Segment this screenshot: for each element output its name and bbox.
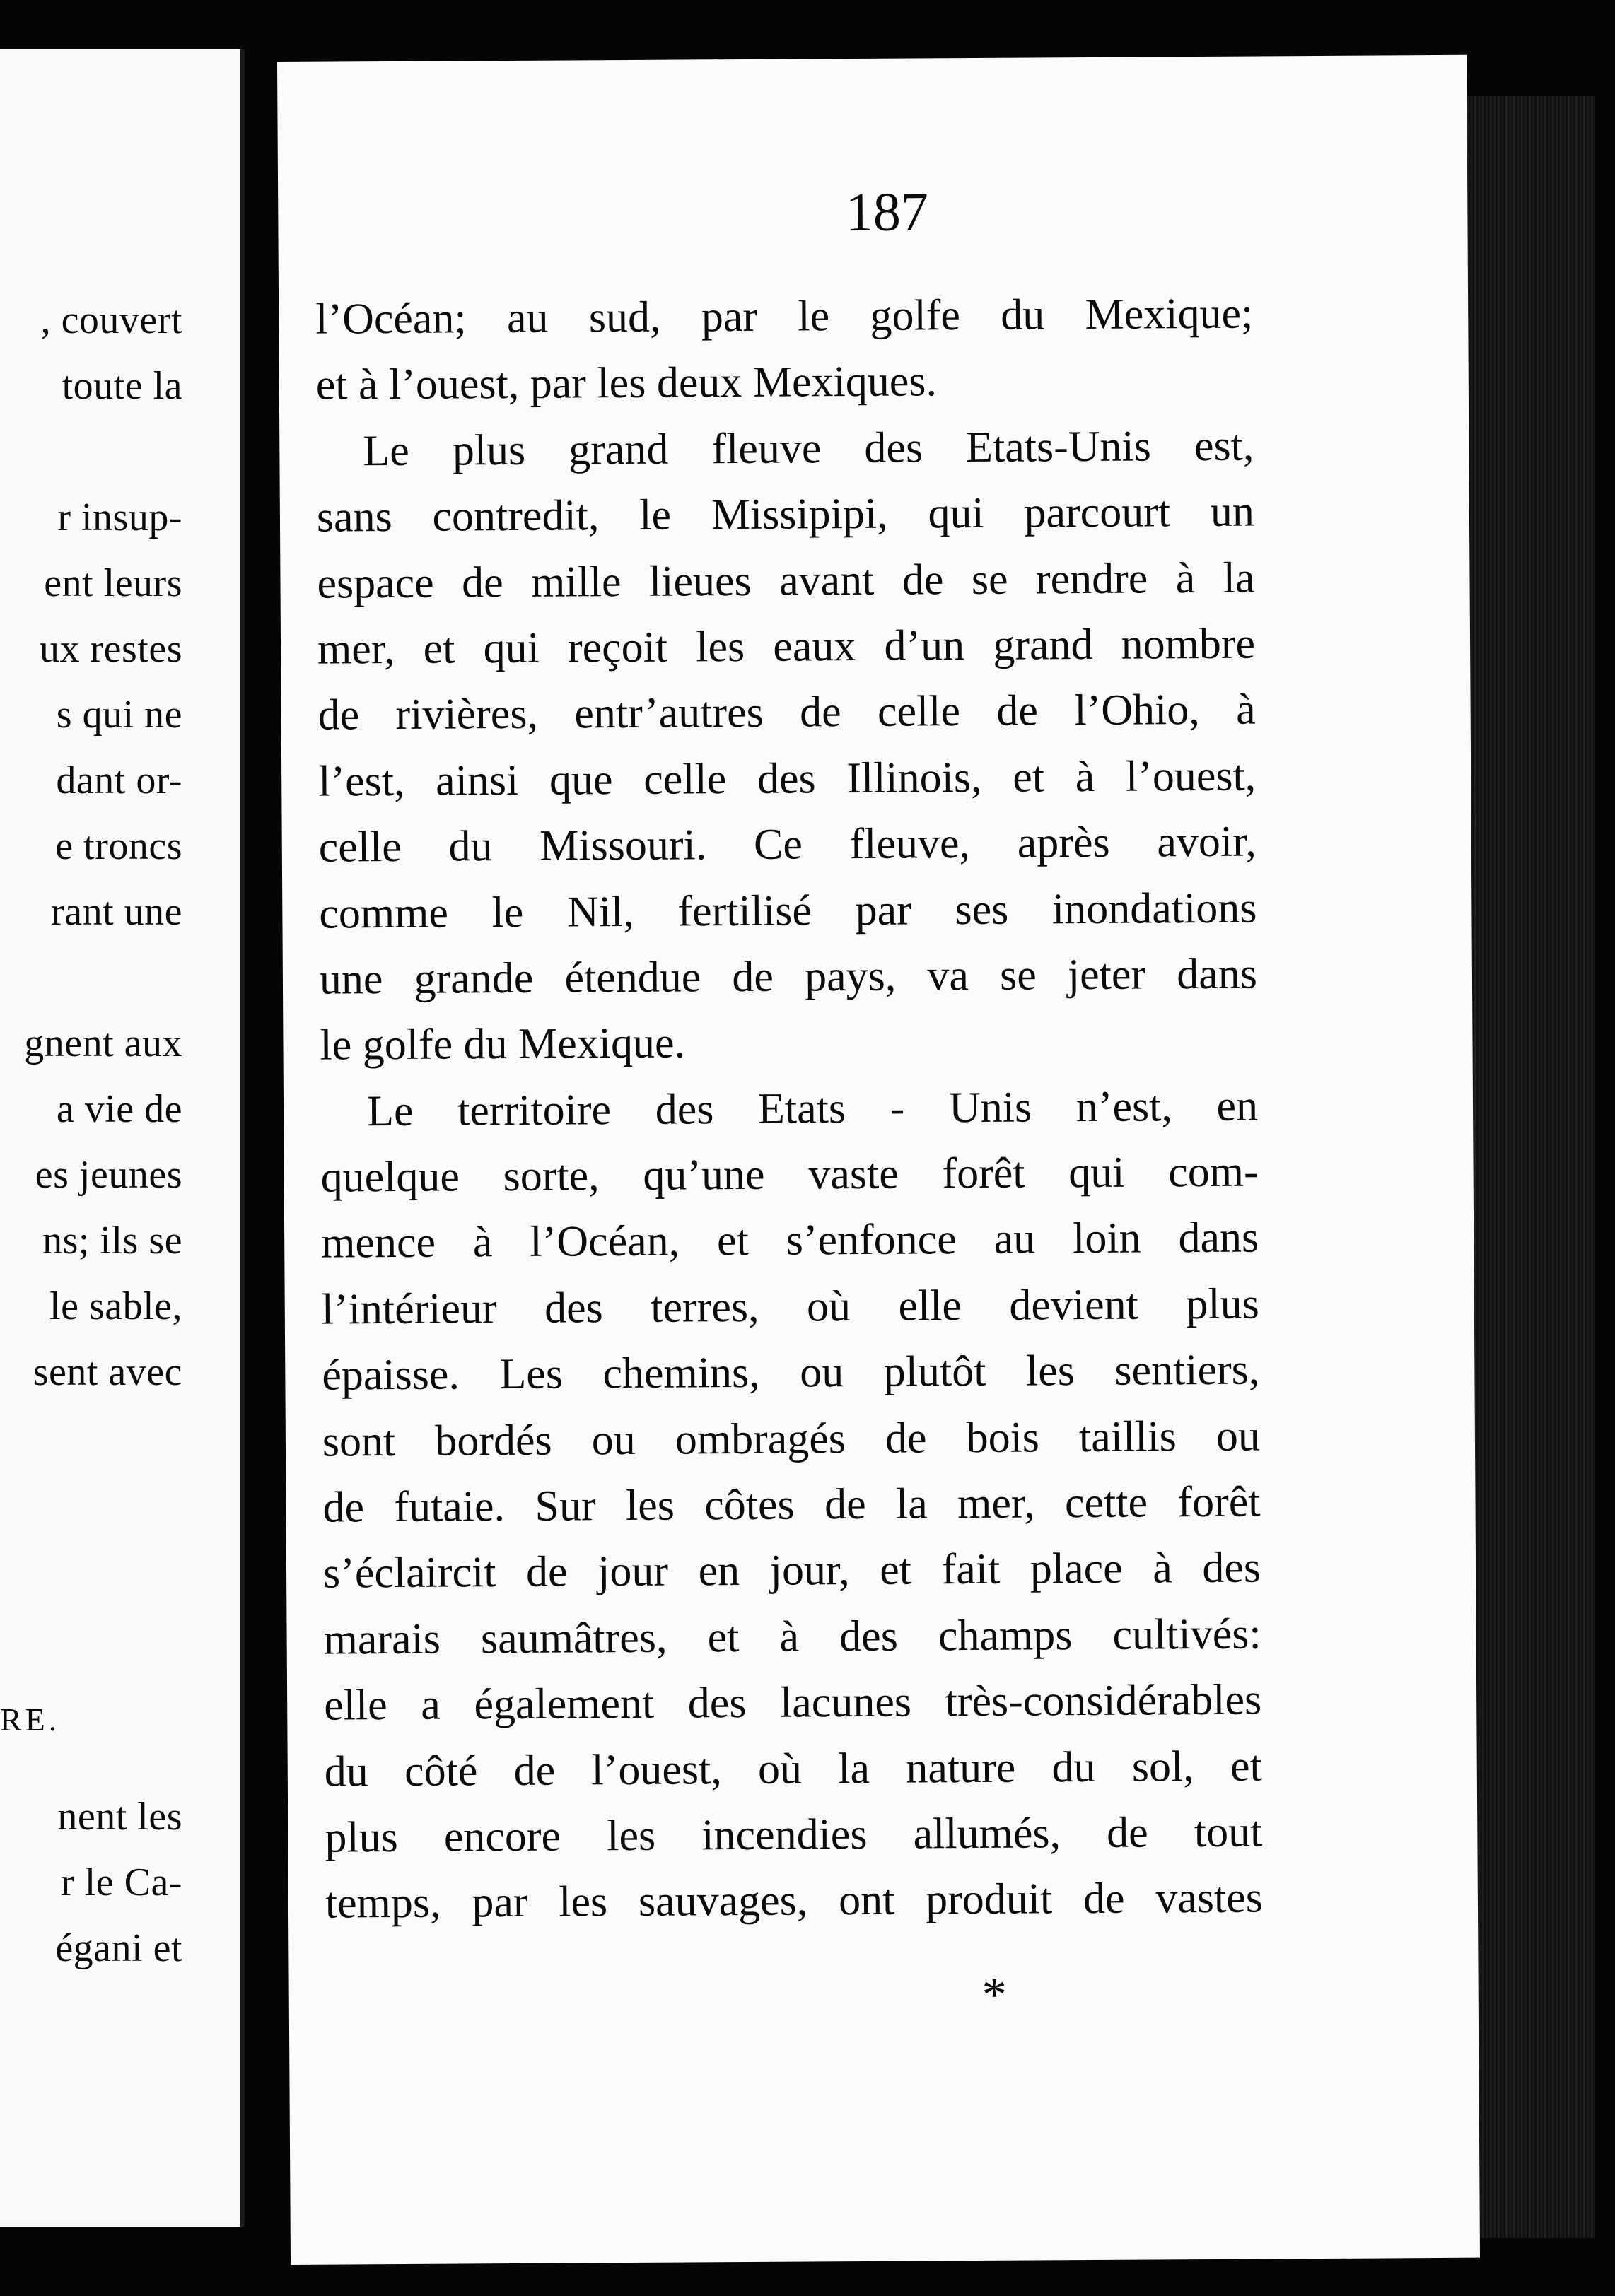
left-line-fragment: égani et: [55, 1926, 182, 1970]
text-line: de rivières, entr’autres de celle de l’Ohio, à: [317, 685, 1256, 740]
left-line-fragment: toute la: [62, 364, 182, 408]
text-line: sans contredit, le Missipipi, qui parcourt un: [316, 487, 1255, 541]
text-line: Le territoire des Etats - Unis n’est, en: [366, 1082, 1259, 1135]
previous-page-fragment: [0, 49, 245, 2227]
left-line-fragment: r insup-: [57, 496, 182, 539]
text-line: quelque sorte, qu’une vaste forêt qui com-: [320, 1147, 1259, 1202]
left-line-fragment: es jeunes: [35, 1153, 182, 1197]
left-line-fragment: e troncs: [55, 824, 182, 868]
text-line: elle a également des lacunes très-considérables: [323, 1675, 1262, 1730]
text-line: le golfe du Mexique.: [320, 1019, 686, 1070]
text-line: plus encore les incendies allumés, de tout: [325, 1808, 1263, 1862]
text-line: l’est, ainsi que celle des Illinois, et à l’ouest,: [318, 751, 1257, 806]
text-line: et à l’ouest, par les deux Mexiques.: [315, 357, 938, 410]
left-line-fragment: nent les: [57, 1795, 182, 1839]
left-line-fragment: sent avec: [33, 1350, 182, 1394]
text-line: l’Océan; au sud, par le golfe du Mexique;: [315, 289, 1254, 344]
text-line: Le plus grand fleuve des Etats-Unis est,: [363, 421, 1254, 476]
left-line-fragment: , couvert: [40, 298, 182, 342]
text-line: mer, et qui reçoit les eaux d’un grand nombre: [317, 619, 1256, 674]
text-line: sont bordés ou ombragés de bois taillis ou: [322, 1412, 1261, 1466]
left-line-fragment: r le Ca-: [61, 1861, 182, 1904]
left-line-fragment: dant or-: [56, 758, 182, 802]
text-line: de futaie. Sur les côtes de la mer, cette forêt: [322, 1477, 1261, 1532]
text-line: l’intérieur des terres, où elle devient plus: [321, 1279, 1259, 1334]
left-line-fragment: ent leurs: [44, 561, 182, 605]
left-line-fragment: a vie de: [56, 1087, 182, 1131]
text-line: épaisse. Les chemins, ou plutôt les sentiers,: [322, 1345, 1260, 1400]
current-page: [277, 55, 1480, 2265]
text-line: celle du Missouri. Ce fleuve, après avoir,: [318, 817, 1257, 872]
text-line: espace de mille lieues avant de se rendre à la: [317, 554, 1255, 608]
left-line-fragment: s qui ne: [56, 693, 182, 737]
page-number: 187: [845, 180, 929, 243]
left-line-fragment: ns; ils se: [42, 1219, 182, 1263]
left-section-heading-fragment: RE.: [0, 1702, 61, 1738]
text-line: marais saumâtres, et à des champs cultivés:: [323, 1610, 1261, 1664]
text-line: mence à l’Océan, et s’enfonce au loin dans: [321, 1214, 1259, 1268]
left-line-fragment: rant une: [51, 890, 182, 934]
left-line-fragment: ux restes: [39, 627, 182, 671]
body-text: [315, 281, 1263, 1938]
text-line: du côté de l’ouest, où la nature du sol, et: [324, 1742, 1262, 1796]
left-line-fragment: gnent aux: [24, 1021, 182, 1065]
text-line: temps, par les sauvages, ont produit de vastes: [325, 1873, 1264, 1928]
text-line: une grande étendue de pays, va se jeter dans: [319, 949, 1258, 1004]
left-line-fragment: le sable,: [49, 1284, 182, 1328]
text-line: comme le Nil, fertilisé par ses inondations: [319, 884, 1257, 938]
text-line: s’éclaircit de jour en jour, et fait place à des: [322, 1543, 1261, 1598]
signature-mark: *: [981, 1967, 1007, 2022]
